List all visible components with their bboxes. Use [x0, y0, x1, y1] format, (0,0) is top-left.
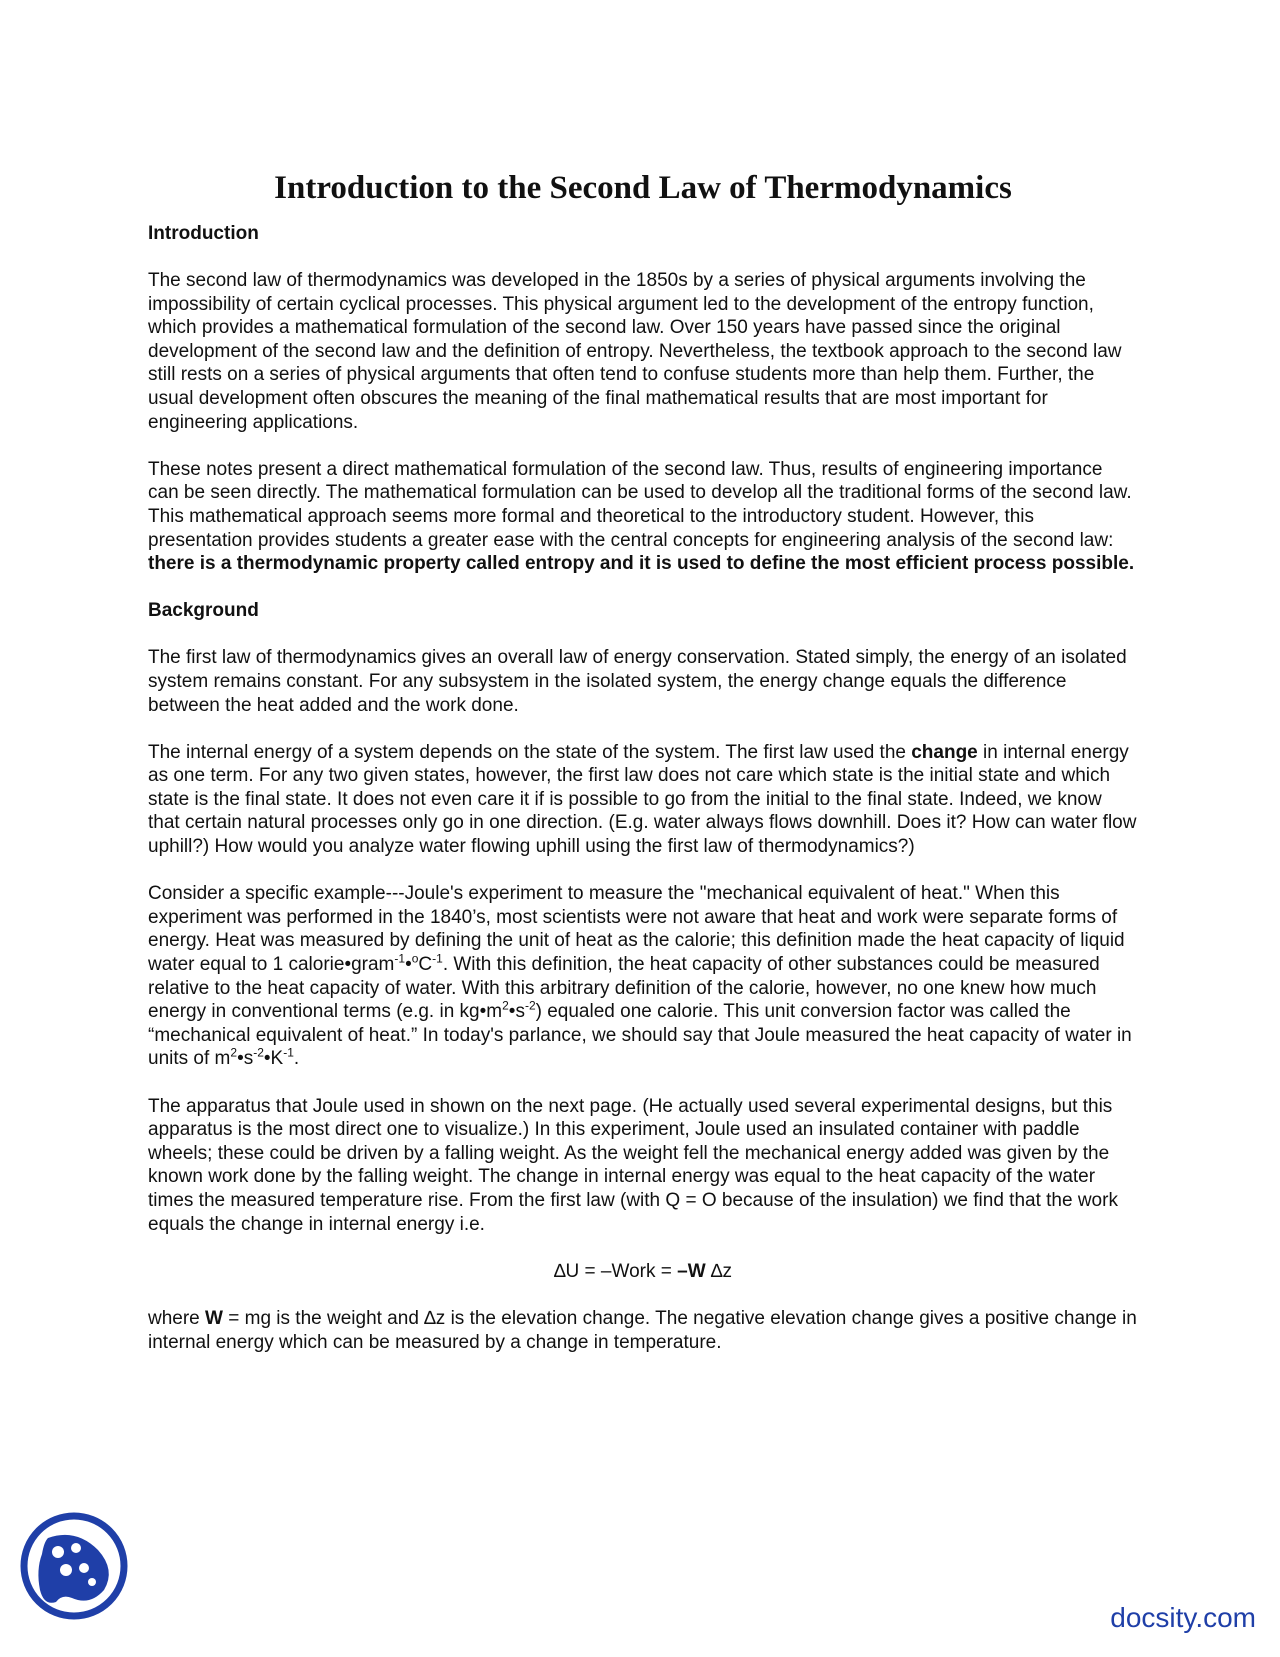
paragraph: The apparatus that Joule used in shown on the next page. (He actually used several experimental designs, but this apparatus is the most direct one to visualize.) In this experiment, Joule used an insulated container with paddle wheels; these could be driven by a falling weight. As the weight fell the mechanical energy added was given by the known work done by the falling weight. The change in internal energy was equal to the heat capacity of the water times the measured temperature rise. From the first law (with Q = O because of the insulation) we find that the work equals the change in internal energy i.e. — [148, 1095, 1118, 1235]
superscript: o — [411, 951, 419, 966]
superscript: -1 — [432, 951, 443, 966]
text-run: •K — [263, 1048, 284, 1070]
text-run: where — [148, 1307, 206, 1329]
text-run: . — [293, 1048, 300, 1070]
text-run: Consider a specific example---Joule's experiment to measure the "mechanical equivalent of heat." When this experiment was performed in the 1840’s, most scientists were not aware that heat and work were separate forms of energy. Heat was measured by defining the unit of heat as the calorie; this definition made the heat capacity of liquid water equal to 1 calorie•gram — [148, 883, 1125, 976]
document-page — [148, 168, 1138, 1378]
text-run: The internal energy of a system depends on the state of the system. The first law used the — [148, 741, 912, 763]
docsity-brand-link[interactable]: docsity.com — [1110, 1602, 1256, 1633]
text-run: •s — [237, 1048, 254, 1070]
superscript: -1 — [283, 1046, 294, 1061]
superscript: -1 — [394, 951, 406, 966]
superscript: 2 — [502, 998, 509, 1013]
section-heading-background: Background — [148, 600, 259, 622]
paragraph — [148, 1307, 1138, 1354]
paragraph: The first law of thermodynamics gives an overall law of energy conservation. Stated simply, the energy of an isolated system remains constant. For any subsystem in the isolated system, the energy change equals the difference between the heat added and the work done. — [148, 647, 1127, 716]
text-run: These notes present a direct mathematical formulation of the second law. Thus, results of engineering importance can be seen directly. The mathematical formulation can be used to develop all the traditional forms of the second law. This mathematical approach seems more formal and theoretical to the introductory student. However, this presentation provides students a greater ease with the central concepts for engineering analysis of the second law: — [148, 458, 1132, 551]
page-title: Introduction to the Second Law of Thermodynamics — [274, 170, 1012, 206]
equation — [148, 1260, 1138, 1284]
text-run: . With this definition, the heat capacity of other substances could be measured relative to the heat capacity of water. With this arbitrary definition of the calorie, however, no one knew how much energy in conventional terms (e.g. in kg•m — [148, 954, 1100, 1023]
bold-text: W — [205, 1307, 223, 1329]
superscript: 2 — [230, 1046, 238, 1061]
text-run: ∆z — [705, 1260, 733, 1282]
paragraph — [148, 458, 1138, 576]
text-run: • — [405, 954, 412, 976]
bold-text: change — [911, 741, 978, 763]
superscript: -2 — [253, 1046, 264, 1061]
text-run: C — [418, 954, 433, 976]
text-run: •s — [508, 1001, 525, 1023]
text-run: ∆U = –Work = — [553, 1260, 678, 1282]
text-run: ) equaled one calorie. This unit conversion factor was called the “mechanical equivalent of heat.” In today's parlance, we should say that Joule measured the heat capacity of water in units of m — [148, 1001, 1132, 1070]
paragraph — [148, 882, 1138, 1071]
text-run: in internal energy as one term. For any two given states, however, the first law does not care which state is the initial state and which state is the final state. It does not even care it if is possible to go from the initial to the final state. Indeed, we know that certain natural processes only go in one direction. (E.g. water always flows downhill. Does it? How can water flow uphill?) How would you analyze water flowing uphill using the first law of thermodynamics?) — [148, 741, 1137, 858]
docsity-logo-icon[interactable] — [18, 1510, 130, 1622]
section-heading-introduction: Introduction — [148, 223, 259, 244]
text-run: = mg is the weight and ∆z is the elevation change. The negative elevation change gives a positive change in internal energy which can be measured by a change in temperature. — [148, 1307, 1137, 1353]
bold-text: –W — [677, 1260, 706, 1282]
bold-text: there is a thermodynamic property called entropy and it is used to define the most efficient process possible. — [148, 553, 1135, 575]
paragraph: The second law of thermodynamics was developed in the 1850s by a series of physical arguments involving the impossibility of certain cyclical processes. This physical argument led to the development of the entropy function, which provides a mathematical formulation of the second law. Over 150 years have passed since the original development of the second law and the definition of entropy. Nevertheless, the textbook approach to the second law still rests on a series of physical arguments that often tend to confuse students more than help them. Further, the usual development often obscures the meaning of the final mathematical results that are most important for engineering applications. — [148, 270, 1122, 433]
paragraph — [148, 741, 1138, 859]
superscript: -2 — [524, 998, 536, 1013]
